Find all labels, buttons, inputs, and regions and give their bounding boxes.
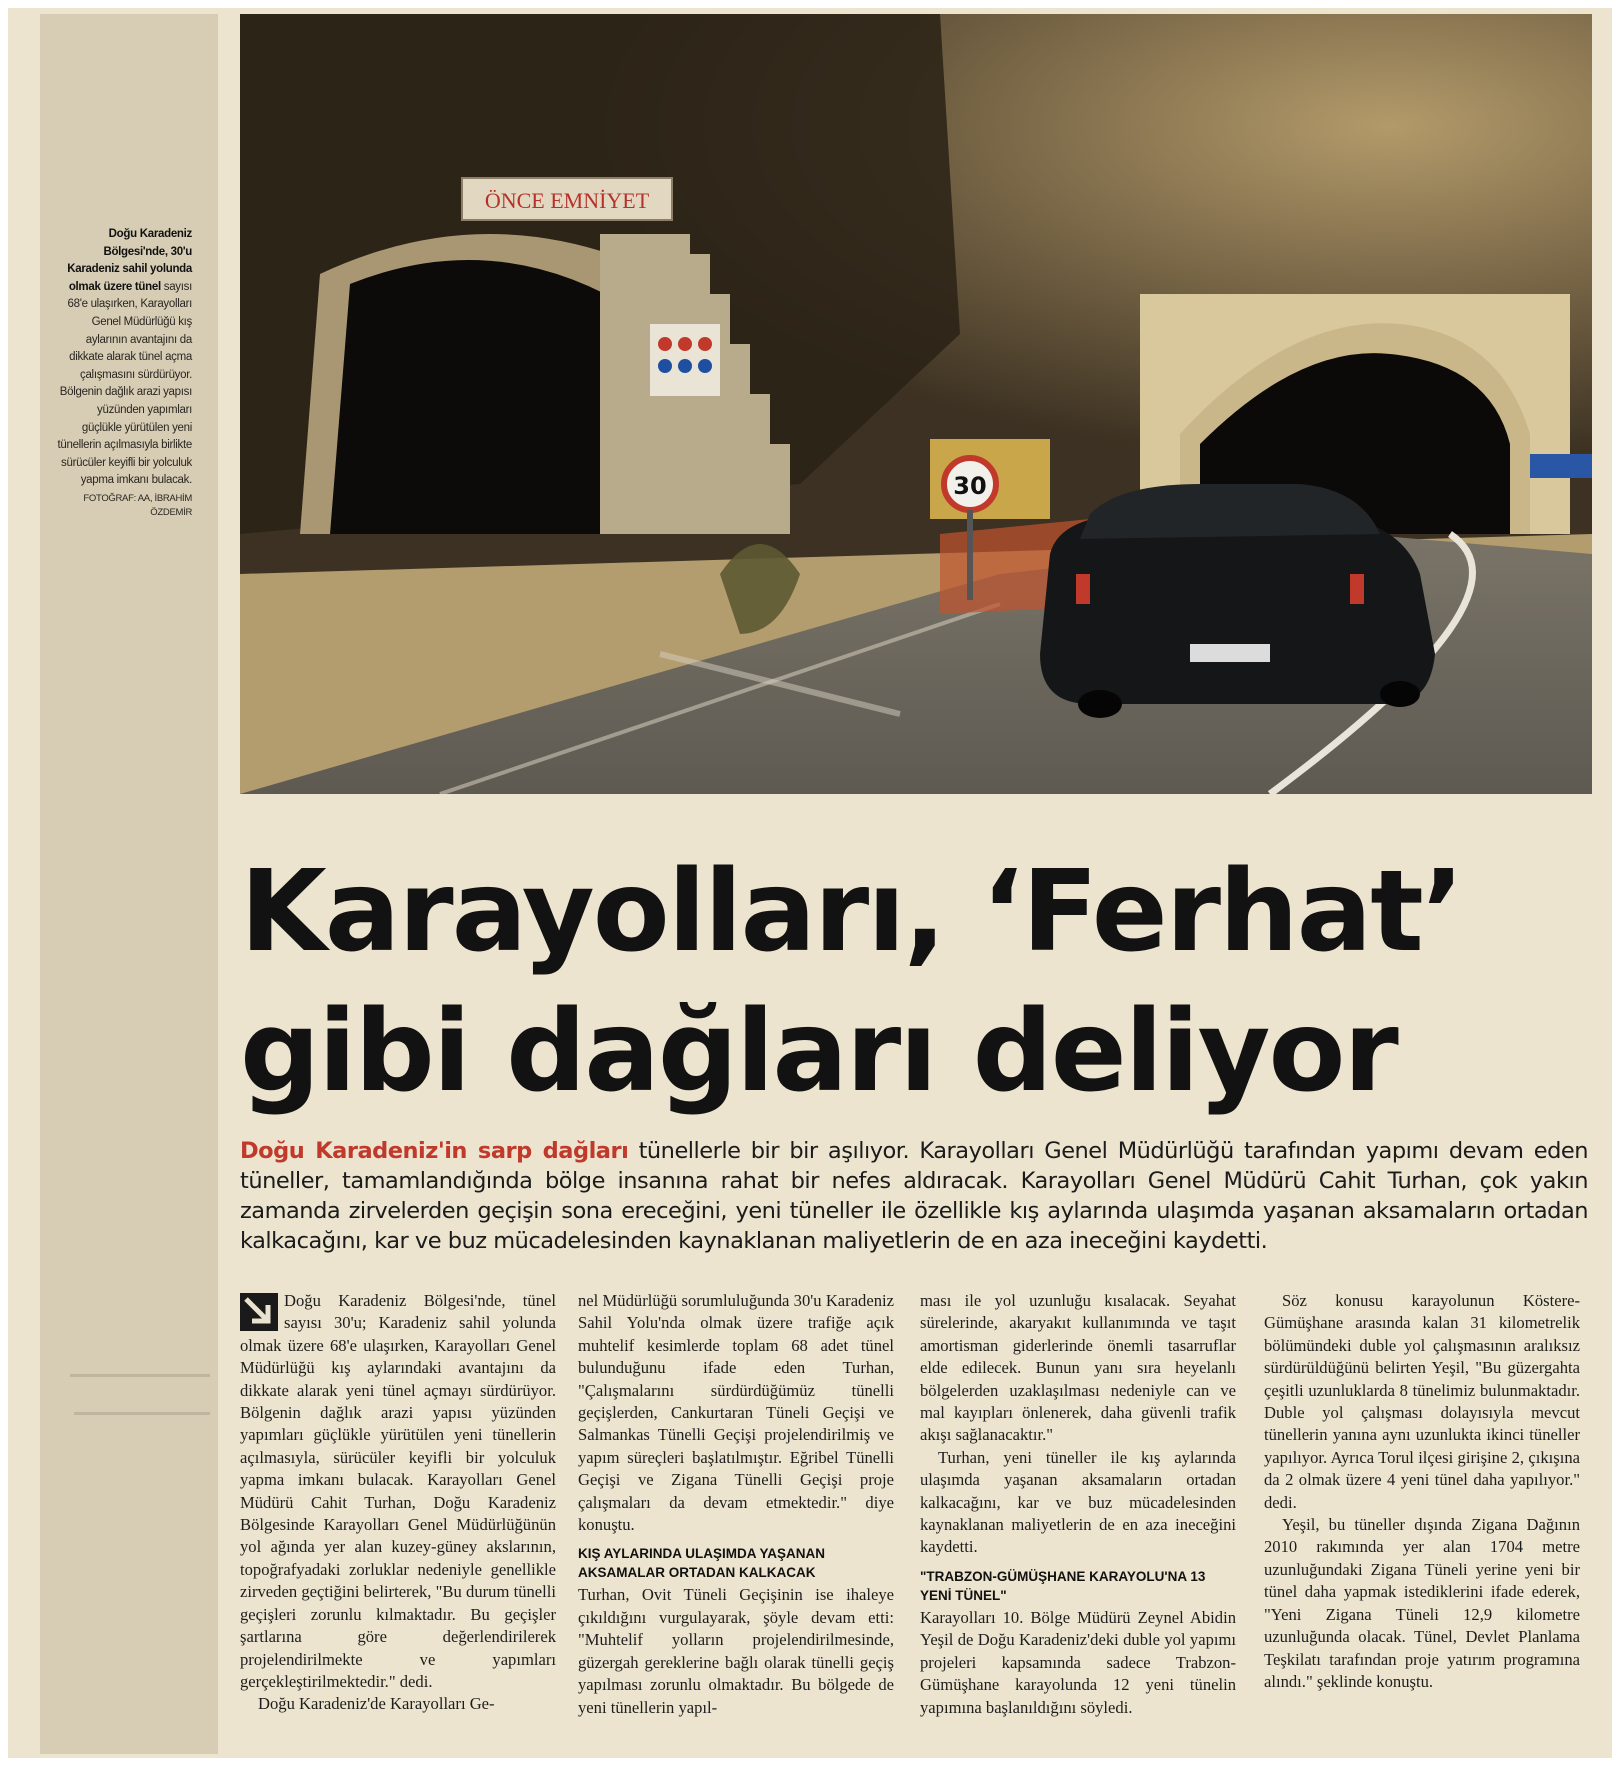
column-4 [1264,1290,1580,1693]
caption-lead: Doğu Karadeniz Bölgesi'nde, 30'u Karadeniz sahil yolunda olmak üzere tünel [67,228,192,293]
paragraph: Turhan, yeni tüneller ile kış aylarında ulaşımda yaşanan aksamaların ortadan kalkacağını, kar ve buz mücadelesinden kaynaklanan maliyetlerin de en aza ineceğini kaydetti. [920,1447,1236,1557]
headline-line-2: gibi dağları deliyor [240,987,1397,1117]
column-2 [578,1290,894,1719]
article-body [240,1290,1592,1740]
caption-text: sayısı 68'e ulaşırken, Karayolları Genel Müdürlüğü kış aylarının avantajını da dikkate alarak tünel açma çalışmasını sürdürüyor. Bölgenin dağlık arazi yapısı yüzünden yapımları güçlükle yürütülen yeni tünellerin açılmasıyla birlikte sürücüler keyifli bir yolculuk yapma imkanı bulacak. [57,280,192,487]
speed-limit-sign: 30 [953,472,987,500]
lede-paragraph [240,1136,1588,1256]
lede-text: tünellerle bir bir aşılıyor. Karayolları Genel Müdürlüğü tarafından yapımı devam eden tüneller, tamamlandığında bölge insanına rahat bir nefes aldıracak. Karayolları Genel Müdürü Cahit Turhan, çok yakın zamanda zirvelerden geçişin sona ereceğini, yeni tüneller ile özellikle kış aylarında ulaşımda yaşanan aksamaların ortadan kalkacağını, kar ve buz mücadelesinden kaynaklanan maliyetlerin de en aza ineceğini kaydetti. [240,1138,1589,1254]
paragraph: Söz konusu karayolunun Köstere-Gümüşhane arasında kalan 31 kilometrelik bölümündeki duble yol çalışmasının aralıksız sürdürüldüğünü belirten Yeşil, "Bu güzergahta çeşitli uzunluklarda 8 tünelimiz bulunmaktadır. Duble yol çalışması dolayısıyla mevcut tünellerin yanına aynı uzunlukta ikinci tüneller yapılıyor. Ayrıca Torul ilçesi girişine 2, çıkışına da 2 olmak üzere 4 yeni tünel daha yapılıyor." dedi. [1264,1291,1580,1512]
lede-highlight: Doğu Karadeniz'in sarp dağları [240,1138,629,1164]
subheading: KIŞ AYLARINDA ULAŞIMDA YAŞANAN AKSAMALAR ORTADAN KALKACAK [578,1546,826,1581]
fold-mark [74,1412,210,1415]
photo-caption [56,226,192,520]
column-1 [240,1290,556,1716]
headline-line-1: Karayolları, ‘Ferhat’ [240,847,1463,977]
subheading: "TRABZON-GÜMÜŞHANE KARAYOLU'NA 13 YENİ TÜNEL" [920,1568,1206,1603]
safety-sign: ÖNCE EMNİYET [484,188,650,213]
headline [240,842,1600,1122]
paragraph: Yeşil, bu tüneller dışında Zigana Dağının 2010 rakımında yer alan 1704 metre uzunluğundaki Zigana Tüneli yerine yeni bir tünel daha yapmak istediklerini ifade ederek, "Yeni Zigana Tüneli 12,9 kilometre uzunluğunda olacak. Tünel, Devlet Planlama Teşkilatı tarafından proje yatırım programına alındı." şeklinde konuştu. [1264,1515,1580,1691]
paragraph: Karayolları 10. Bölge Müdürü Zeynel Abidin Yeşil de Doğu Karadeniz'deki duble yol yapımı projeleri kapsamında sadece Trabzon-Gümüşhane karayolunda 12 yeni tünelin yapımına başlanıldığını söyledi. [920,1607,1236,1717]
paragraph [240,1290,556,1693]
bleed-through-decoration [100,34,250,204]
photo-credit: FOTOĞRAF: AA, İBRAHİM ÖZDEMİR [83,492,192,518]
paragraph: nel Müdürlüğü sorumluluğunda 30'u Karadeniz Sahil Yolu'nda olmak üzere trafiğe açık muhtelif kesimlerde toplam 68 adet tünel bulunduğunu ifade eden Turhan, "Çalışmalarını sürdürdüğümüz tünelli geçişlerden, Cankurtaran Tüneli Geçişi ve Salmankas Tünelli Geçişi projelendirilmiş ve yapım süreçleri başlatılmıştır. Eğribel Tünelli Geçişi ve Zigana Tünelli Geçişi proje çalışmaları da devam etmektedir." diye konuştu. [578,1291,894,1535]
paragraph-text: Doğu Karadeniz Bölgesi'nde, tünel sayısı 30'u; Karadeniz sahil yolunda olmak üzere 68'e ulaşırken, Karayolları Genel Müdürlüğü kış aylarındaki avantajını da dikkate alarak yeni tünel açmayı sürdürüyor. Bölgenin dağlık arazi yapısı yüzünden yapımları güçlükle yürütülen yeni tünellerin açılmasıyla, sürücüler keyifli bir yolculuk yapma imkanı bulacak. Karayolları Genel Müdürü Cahit Turhan, Doğu Karadeniz Bölgesinde Karayolları Genel Müdürlüğünün yol ağında yer alan kuzey-güney akslarının, topoğrafyadaki zorluklar nedeniyle genellikle zirveden geçtiğini belirterek, "Bu durum tünelli geçişleri zorunlu kılmaktadır. Bu geçişler şartlarına göre değerlendirilerek projelendirilmekte ve yapımları gerçekleştirilmektedir." dedi. [240,1291,556,1691]
tunnel-photo [240,14,1592,794]
paragraph: Doğu Karadeniz'de Karayolları Ge- [258,1694,495,1714]
fold-mark [70,1374,210,1377]
column-3 [920,1290,1236,1719]
paragraph: ması ile yol uzunluğu kısalacak. Seyahat sürelerinde, akaryakıt kullanımında ve taşıt amortisman giderlerinde önemli tasarruflar elde edilecek. Bunun yanı sıra heyelanlı bölgelerden uzaklaşılması nedeniyle can ve mal kayıpları önlenerek, daha güvenli trafik akışı sağlanacaktır." [920,1291,1236,1445]
paragraph: Turhan, Ovit Tüneli Geçişinin ise ihaleye çıkıldığını vurgulayarak, şöyle devam etti: "Muhtelif yolların projelendirilmesinde, güzergah gereklerine bağlı olarak tünelli geçiş yapılması zorunlu olmaktadır. Bu bölgede de yeni tünellerin yapıl- [578,1585,894,1717]
arrow-down-right-icon [240,1293,278,1331]
